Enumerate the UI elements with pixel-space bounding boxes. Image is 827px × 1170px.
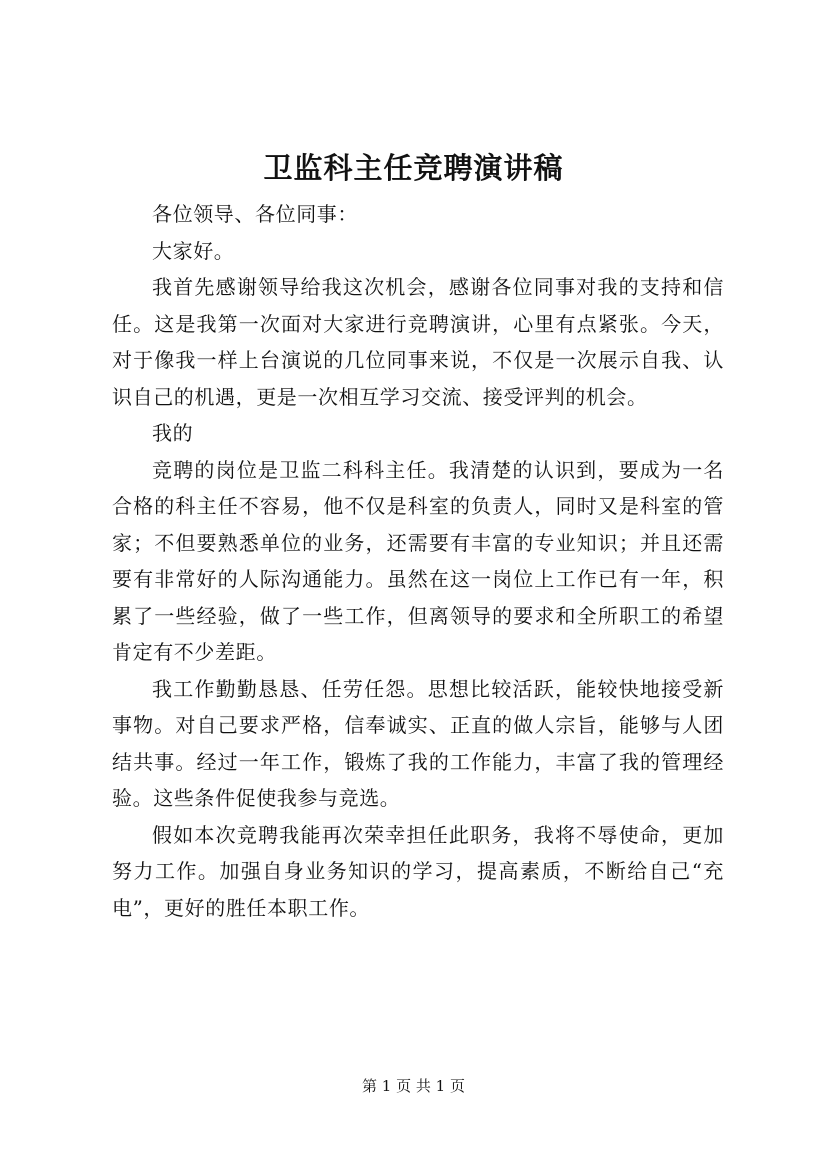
- body-paragraph: 我首先感谢领导给我这次机会，感谢各位同事对我的支持和信任。这是我第一次面对大家进行竞聘演讲，心里有点紧张。今天，对于像我一样上台演说的几位同事来说，不仅是一次展示自我、认识自己的机遇，更是一次相互学习交流、接受评判的机会。: [112, 275, 724, 409]
- document-body: [112, 196, 724, 926]
- body-paragraph: 竞聘的岗位是卫监二科科主任。我清楚的认识到，要成为一名合格的科主任不容易，他不仅是科室的负责人，同时又是科室的管家；不但要熟悉单位的业务，还需要有丰富的专业知识；并且还需要有非常好的人际沟通能力。虽然在这一岗位上工作已有一年，积累了一些经验，做了一些工作，但离领导的要求和全所职工的希望肯定有不少差距。: [112, 457, 724, 664]
- page-number-footer: 第 1 页 共 1 页: [362, 1077, 465, 1095]
- body-paragraph: 我工作勤勤恳恳、任劳任怨。思想比较活跃，能较快地接受新事物。对自己要求严格，信奉诚实、正直的做人宗旨，能够与人团结共事。经过一年工作，锻炼了我的工作能力，丰富了我的管理经验。这些条件促使我参与竞选。: [112, 676, 724, 810]
- body-paragraph: 我的: [152, 421, 194, 445]
- body-paragraph: 假如本次竞聘我能再次荣幸担任此职务，我将不辱使命，更加努力工作。加强自身业务知识的学习，提高素质，不断给自己“充电”，更好的胜任本职工作。: [112, 822, 724, 920]
- greeting-paragraph: 大家好。: [152, 238, 235, 263]
- document-title: 卫监科主任竞聘演讲稿: [263, 151, 564, 185]
- salutation-paragraph: 各位领导、各位同事：: [152, 202, 358, 226]
